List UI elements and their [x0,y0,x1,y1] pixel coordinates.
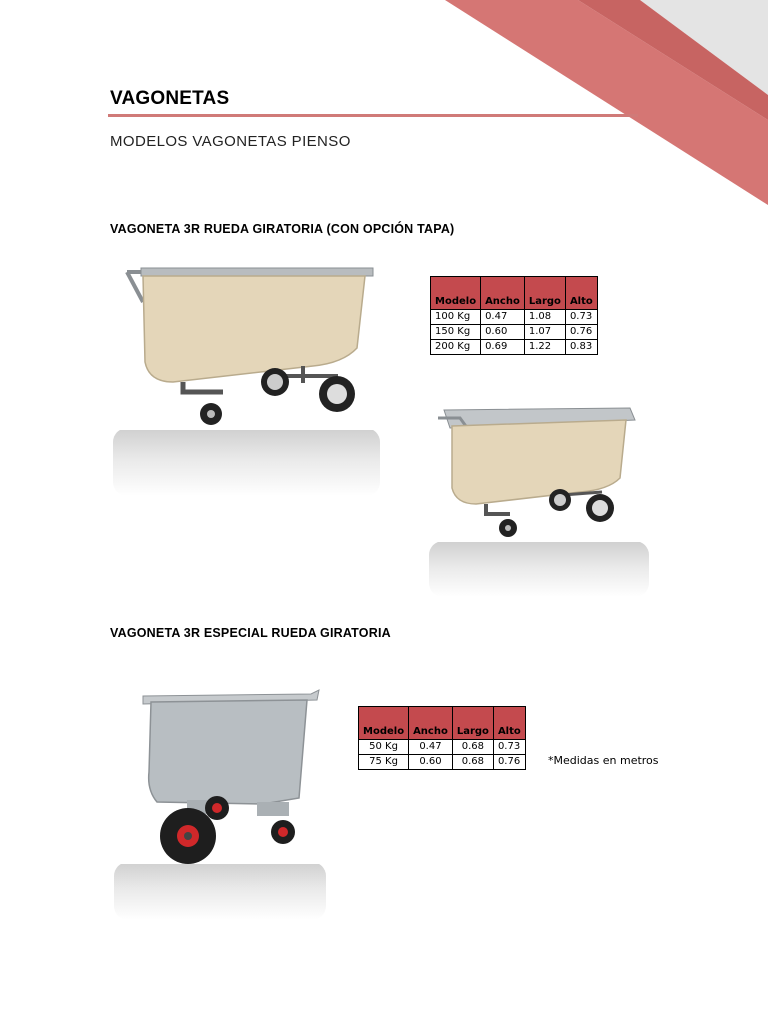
cell-modelo: 50 Kg [359,740,409,755]
col-header-ancho: Ancho [409,707,453,740]
cell-alto: 0.76 [493,755,525,770]
units-note: *Medidas en metros [548,754,659,767]
section2-heading: VAGONETA 3R ESPECIAL RUEDA GIRATORIA [110,626,391,640]
table-row [431,340,598,355]
cart3-reflection [114,862,326,920]
cell-largo: 1.08 [524,310,565,325]
cart-lid-photo [430,400,640,542]
spec-table-2 [358,706,526,770]
cell-alto: 0.76 [565,325,597,340]
cell-modelo: 75 Kg [359,755,409,770]
cart-beige-photo [113,258,381,430]
cell-alto: 0.73 [493,740,525,755]
section1-heading: VAGONETA 3R RUEDA GIRATORIA (CON OPCIÓN TAPA) [110,222,455,236]
col-header-alto: Alto [565,277,597,310]
col-header-ancho: Ancho [481,277,525,310]
col-header-largo: Largo [524,277,565,310]
title-divider [108,114,638,117]
cell-alto: 0.73 [565,310,597,325]
col-header-alto: Alto [493,707,525,740]
table-row [359,755,526,770]
col-header-largo: Largo [452,707,493,740]
cell-ancho: 0.69 [481,340,525,355]
page-title: VAGONETAS [110,88,230,109]
spec-table-1 [430,276,598,355]
cell-modelo: 200 Kg [431,340,481,355]
cell-largo: 0.68 [452,755,493,770]
cell-modelo: 150 Kg [431,325,481,340]
col-header-modelo: Modelo [431,277,481,310]
cell-ancho: 0.47 [409,740,453,755]
table-row [359,740,526,755]
cell-largo: 1.07 [524,325,565,340]
cell-alto: 0.83 [565,340,597,355]
cell-ancho: 0.60 [409,755,453,770]
cart1-reflection [113,428,380,496]
cell-largo: 1.22 [524,340,565,355]
table-row [431,310,598,325]
cell-ancho: 0.47 [481,310,525,325]
table-row [431,325,598,340]
cell-ancho: 0.60 [481,325,525,340]
cart2-reflection [429,541,649,597]
cart-grey-photo [113,680,325,864]
col-header-modelo: Modelo [359,707,409,740]
cell-modelo: 100 Kg [431,310,481,325]
cell-largo: 0.68 [452,740,493,755]
page-subtitle: MODELOS VAGONETAS PIENSO [110,133,351,150]
